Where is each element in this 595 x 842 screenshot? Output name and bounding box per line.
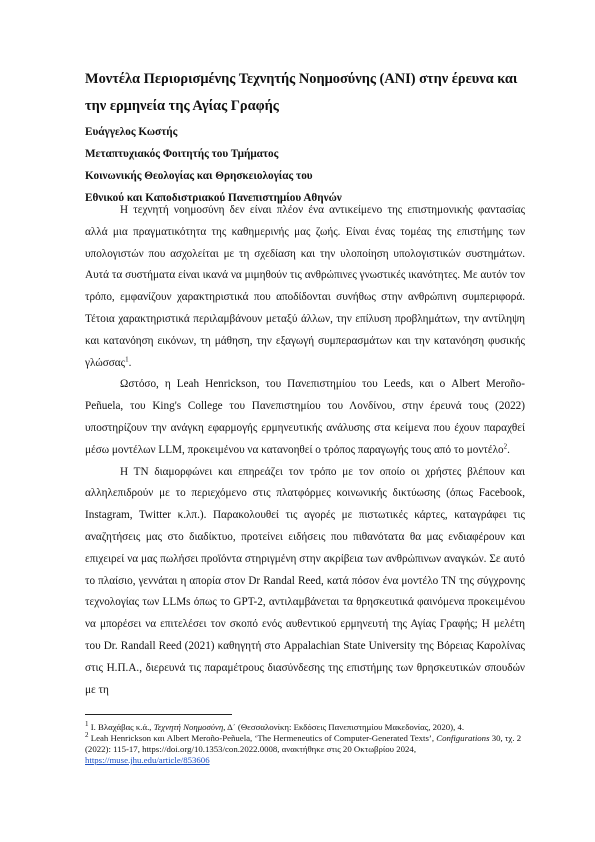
paragraph-1-text: Η τεχνητή νοημοσύνη δεν είναι πλέον ένα αντικείμενο της επιστημονικής φαντασίας αλλά μια πραγματικότητα της καθημερινής μας ζωής. Είναι ένας τομέας της επιστήμης των υπολογιστών που ασχολείται με τη σχεδίαση και την υλοποίηση υπολογιστικών συστημάτων. Αυτά τα συστήματα είναι ικανά να μιμηθούν τις ανθρώπινες γνωστικές ικανότητες. Με αυτόν τον τρόπο, εμφανίζουν χαρακτηριστικά που αποδίδονται συνήθως στην ανθρώπινη συμπεριφορά. Τέτοια χαρακτηριστικά περιλαμβάνουν μεταξύ άλλων, την επίλυση προβλημάτων, την αντίληψη και κατανόηση εικόνων, τη μάθηση, την εξαγωγή συμπερασμάτων και την κατανόηση φυσικής γλώσσας xyxy=(85,204,525,369)
paragraph-3-text: Η ΤΝ διαμορφώνει και επηρεάζει τον τρόπο με τον οποίο οι χρήστες βλέπουν και αλληλεπιδρούν με το περιεχόμενο στις πλατφόρμες κοινωνικής δικτύωσης (όπως Facebook, Instagram, Twitter κ.λπ.). Παρακολουθεί τις αγορές με πιστωτικές κάρτες, καταγράφει τις αναζητήσεις μας στο διαδίκτυο, προτείνει ειδήσεις που πιθανότατα θα μας ενδιαφέρουν και επιχειρεί να μας πωλήσει προϊόντα στηριγμένη στην ακρίβεια των ανθρώπινων αναγκών. Σε αυτό το πλαίσιο, γεννάται η απορία στον Dr Randal Reed, κατά πόσον ένα μοντέλο ΤΝ της σύγχρονης τεχνολογίας των LLMs όπως το GPT-2, αντιλαμβάνεται τα θρησκευτικά φαινόμενα προκειμένου να μπορέσει να επιτελέσει τον σκοπό ενός αυθεντικού ερμηνευτή της Αγίας Γραφής; Η μελέτη του Dr. Randall Reed (2021) καθηγητή στο Appalachian State University της Βόρειας Καρολίνας στις Η.Π.Α., διερευνά τις παραμέτρους διασύνδεσης της επιστήμης των θρησκευτικών σπουδών με τη xyxy=(85,465,525,696)
footnote-2-text-b: 30, τχ. 2 (2022): 115-17, https://doi.org/10.1353/con.2022.0008, ανακτήθηκε στις 20 Οκτωβρίου 2024, xyxy=(85,733,522,754)
paragraph-2: Ωστόσο, η Leah Henrickson, του Πανεπιστημίου του Leeds, και ο Albert Meroño-Peñuela, του King's College του Πανεπιστημίου του Λονδίνου, στην έρευνά τους (2022) υποστηρίζουν την ανάγκη εφαρμογής ερμηνευτικής ανάλυσης στα κείμενα που έχουν παραχθεί μέσω μοντέλων LLM, προκειμένου να κατανοηθεί ο τρόπος παραγωγής τους από το μοντέλο$^2$. xyxy=(85,378,525,456)
footnote-ref-1[interactable]: 1 xyxy=(125,354,129,363)
paper-title: Μοντέλα Περιορισμένης Τεχνητής Νοημοσύνης (ANI) στην έρευνα και την ερμηνεία της Αγίας Γραφής xyxy=(85,71,518,114)
footnote-divider xyxy=(85,714,232,715)
paragraph-1: Η τεχνητή νοημοσύνη δεν είναι πλέον ένα αντικείμενο της επιστημονικής φαντασίας αλλά μια πραγματικότητα της καθημερινής μας ζωής. Είναι ένας τομέας της επιστήμης των υπολογιστών που ασχολείται με τη σχεδίαση και την υλοποίηση υπολογιστικών συστημάτων. Αυτά τα συστήματα είναι ικανά να μιμηθούν τις ανθρώπινες γνωστικές ικανότητες. Με αυτόν τον τρόπο, εμφανίζουν χαρακτηριστικά που αποδίδονται συνήθως στην ανθρώπινη συμπεριφορά. Τέτοια χαρακτηριστικά περιλαμβάνουν μεταξύ άλλων, την επίλυση προβλημάτων, την αντίληψη και κατανόηση εικόνων, τη μάθηση, την εξαγωγή συμπερασμάτων και την κατανόηση φυσικής γλώσσας$^1$. xyxy=(85,204,525,369)
footnote-2 xyxy=(85,733,525,766)
footnote-ref-2[interactable]: 2 xyxy=(503,442,508,451)
footnote-1-book-title: Τεχνητή Νοημοσύνη xyxy=(153,722,224,732)
author-name: Ευάγγελος Κωστής xyxy=(85,126,178,138)
author-role: Μεταπτυχιακός Φοιτητής του Τμήματος xyxy=(85,148,279,160)
footnote-2-link[interactable]: https://muse.jhu.edu/article/853606 xyxy=(85,755,210,765)
paragraph-2-text: Ωστόσο, η Leah Henrickson, του Πανεπιστημίου του Leeds, και ο Albert Meroño-Peñuela, του King's College του Πανεπιστημίου του Λονδίνου, στην έρευνά τους (2022) υποστηρίζουν την ανάγκη εφαρμογής ερμηνευτικής ανάλυσης στα κείμενα που έχουν παραχθεί μέσω μοντέλων LLM, προκειμένου να κατανοηθεί ο τρόπος παραγωγής τους από το μοντέλο xyxy=(85,378,525,456)
footnote-1 xyxy=(85,722,525,733)
author-university: Εθνικού και Καποδιστριακού Πανεπιστημίου Αθηνών xyxy=(85,192,342,204)
footnotes xyxy=(85,722,525,766)
footnote-2-journal: Configurations xyxy=(436,733,490,743)
footnote-1-text-b: , Δ΄ (Θεσσαλονίκη: Εκδόσεις Πανεπιστημίου Μακεδονίας, 2020), 4. xyxy=(223,722,465,732)
author-department: Κοινωνικής Θεολογίας και Θρησκειολογίας του xyxy=(85,170,313,182)
paragraph-3 xyxy=(85,462,525,702)
footnote-1-number: 1 xyxy=(85,720,89,729)
footnote-1-text-a: Ι. Βλαχάβας κ.ά., xyxy=(88,722,154,732)
author-block xyxy=(85,121,525,209)
footnote-2-text-a: Leah Henrickson και Albert Meroño-Peñuela, ‘The Hermeneutics of Computer-Generated Texts’, xyxy=(88,733,437,743)
body-text xyxy=(85,200,525,701)
footnote-2-number: 2 xyxy=(85,731,89,740)
